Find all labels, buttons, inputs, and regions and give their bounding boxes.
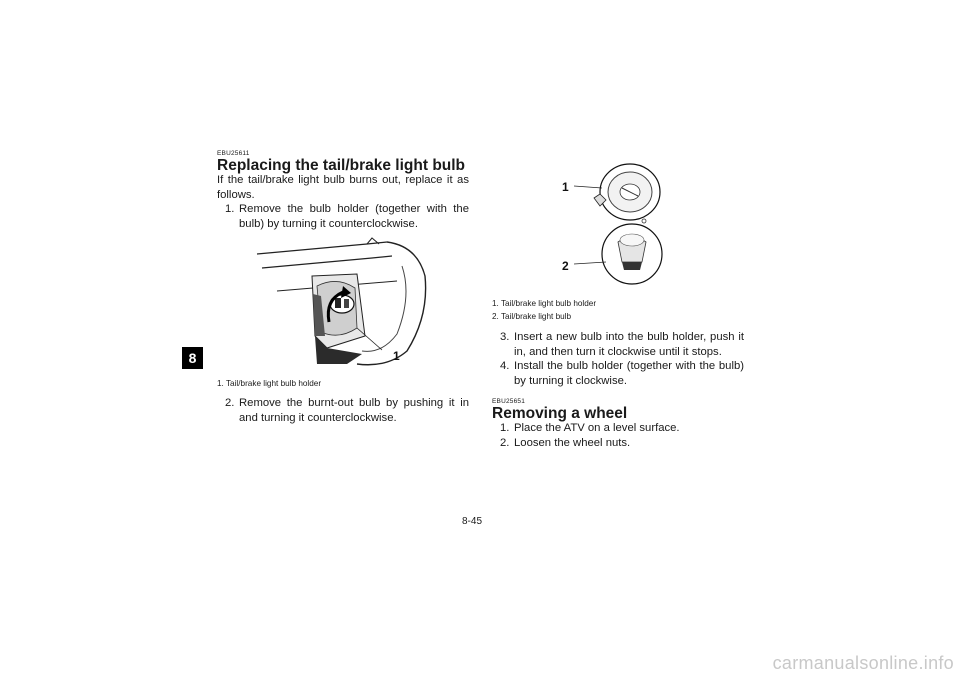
step-1 xyxy=(492,421,744,436)
step-2 xyxy=(492,436,744,451)
section-code: EBU25611 xyxy=(217,150,250,157)
figure-caption-1: 1. Tail/brake light bulb holder xyxy=(492,299,597,308)
step-4 xyxy=(492,359,744,388)
figure-callout-1: 1 xyxy=(562,180,569,194)
step-text: Loosen the wheel nuts. xyxy=(514,437,631,449)
step-2 xyxy=(217,396,469,425)
figure-caption: 1. Tail/brake light bulb holder xyxy=(217,379,322,388)
intro-paragraph: If the tail/brake light bulb burns out, replace it as follows. xyxy=(217,174,469,201)
figure-callout-1: 1 xyxy=(393,349,400,363)
section-heading: Removing a wheel xyxy=(492,405,628,422)
step-number: 1. xyxy=(225,203,235,215)
step-text: Remove the burnt-out bulb by pushing it in and turning it counterclockwise. xyxy=(239,397,469,424)
bulb-holder-figure xyxy=(562,162,702,290)
figure-callout-2: 2 xyxy=(562,259,569,273)
step-text: Place the ATV on a level surface. xyxy=(514,422,680,434)
step-number: 4. xyxy=(500,360,510,372)
step-text: Install the bulb holder (together with the bulb) by turning it clockwise. xyxy=(514,360,744,387)
page-number: 8-45 xyxy=(462,516,483,527)
step-1 xyxy=(217,202,469,231)
chapter-tab: 8 xyxy=(182,347,203,369)
section-code: EBU25651 xyxy=(492,398,526,405)
step-number: 2. xyxy=(500,437,510,449)
step-text: Remove the bulb holder (together with the bulb) by turning it counterclockwise. xyxy=(239,203,469,230)
watermark: carmanualsonline.info xyxy=(772,653,954,673)
tail-light-figure xyxy=(217,236,469,374)
step-number: 3. xyxy=(500,331,510,343)
section-heading: Replacing the tail/brake light bulb xyxy=(217,157,466,174)
step-text: Insert a new bulb into the bulb holder, push it in, and then turn it clockwise until it stops. xyxy=(514,331,744,358)
figure-caption-2: 2. Tail/brake light bulb xyxy=(492,312,572,321)
step-number: 2. xyxy=(225,397,235,409)
step-3 xyxy=(492,330,744,359)
step-number: 1. xyxy=(500,422,510,434)
